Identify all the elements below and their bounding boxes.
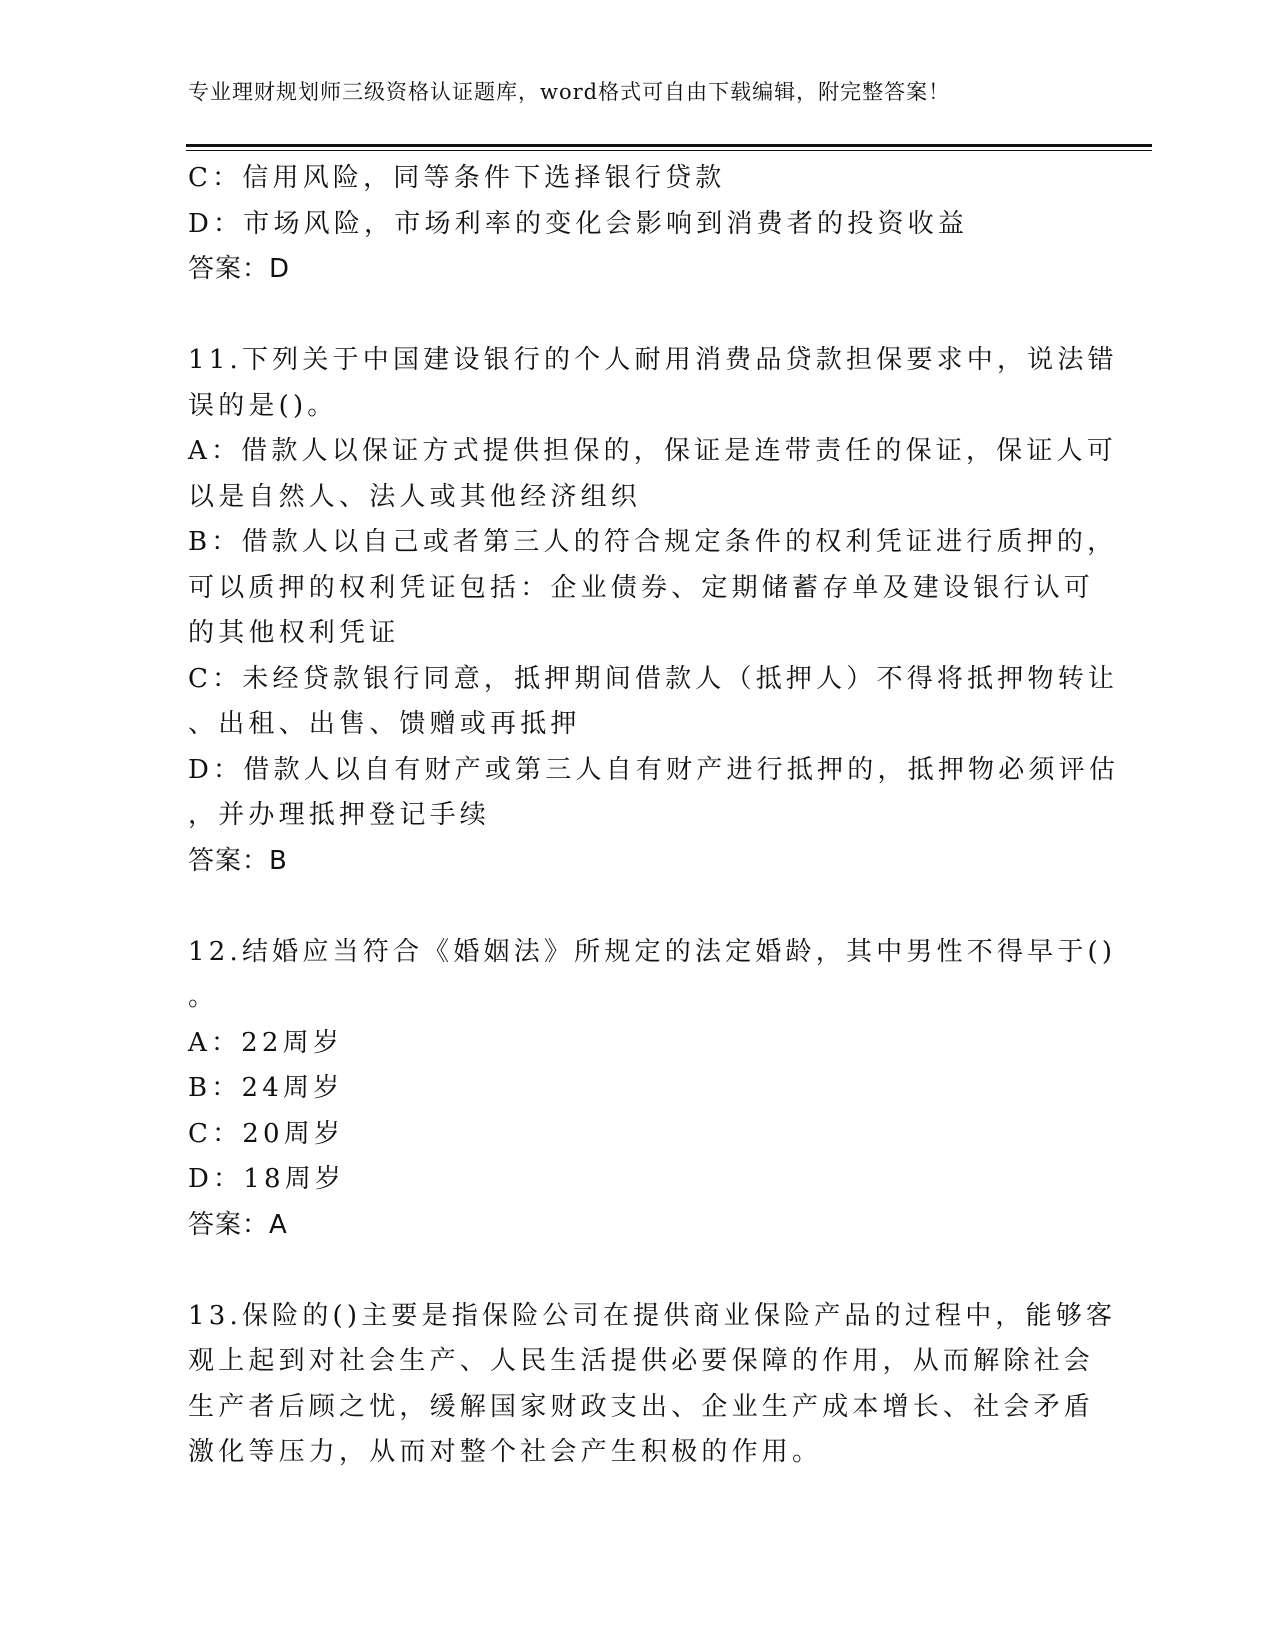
page-header: 专业理财规划师三级资格认证题库，word格式可自由下载编辑，附完整答案！ xyxy=(188,80,951,104)
option-line: C：未经贷款银行同意，抵押期间借款人（抵押人）不得将抵押物转让 xyxy=(188,663,1119,694)
question-line: 生产者后顾之忧，缓解国家财政支出、企业生产成本增长、社会矛盾 xyxy=(188,1391,1095,1422)
question-block-12 xyxy=(188,930,1117,1249)
question-block-10 xyxy=(188,156,1068,293)
answer-line: 答案：D xyxy=(188,254,291,284)
document-body xyxy=(188,156,1120,1476)
option-line: D：借款人以自有财产或第三人自有财产进行抵押的，抵押物必须评估 xyxy=(188,754,1120,785)
option-line: D：18周岁 xyxy=(188,1164,346,1194)
option-line: 的其他权利凭证 xyxy=(188,618,400,648)
option-line: B：24周岁 xyxy=(188,1073,344,1103)
header-rule-thin xyxy=(186,150,1152,151)
question-block-13 xyxy=(188,1294,1117,1476)
block-spacer xyxy=(188,1248,1068,1294)
option-line: 可以质押的权利凭证包括：企业债券、定期储蓄存单及建设银行认可 xyxy=(188,572,1095,603)
question-block-11 xyxy=(188,338,1120,884)
option-line: C：20周岁 xyxy=(188,1118,345,1149)
question-line: 观上起到对社会生产、人民生活提供必要保障的作用，从而解除社会 xyxy=(188,1346,1095,1376)
option-line: B：借款人以自己或者第三人的符合规定条件的权利凭证进行质押的， xyxy=(188,527,1118,557)
answer-line: 答案：A xyxy=(188,1209,288,1240)
header-rule-thick xyxy=(186,144,1152,147)
option-line: ，并办理抵押登记手续 xyxy=(188,800,491,830)
option-line: 以是自然人、法人或其他经济组织 xyxy=(188,481,642,512)
option-line: D：市场风险，市场利率的变化会影响到消费者的投资收益 xyxy=(188,208,969,239)
question-line: 12.结婚应当符合《婚姻法》所规定的法定婚龄，其中男性不得早于() xyxy=(188,936,1117,967)
question-line: 激化等压力，从而对整个社会产生积极的作用。 xyxy=(188,1437,823,1467)
option-line: A：22周岁 xyxy=(188,1027,344,1058)
question-line: 13.保险的()主要是指保险公司在提供商业保险产品的过程中，能够客 xyxy=(188,1300,1117,1331)
question-line: 11.下列关于中国建设银行的个人耐用消费品贷款担保要求中，说法错 xyxy=(188,345,1118,375)
question-line: 误的是()。 xyxy=(188,390,338,421)
answer-line: 答案：B xyxy=(188,845,288,876)
option-line: A：借款人以保证方式提供担保的，保证是连带责任的保证，保证人可 xyxy=(188,436,1117,466)
option-line: C：信用风险，同等条件下选择银行贷款 xyxy=(188,163,726,193)
option-line: 、出租、出售、馈赠或再抵押 xyxy=(188,709,581,739)
question-line: 。 xyxy=(188,982,219,1012)
block-spacer xyxy=(188,293,1068,339)
block-spacer xyxy=(188,884,1068,930)
